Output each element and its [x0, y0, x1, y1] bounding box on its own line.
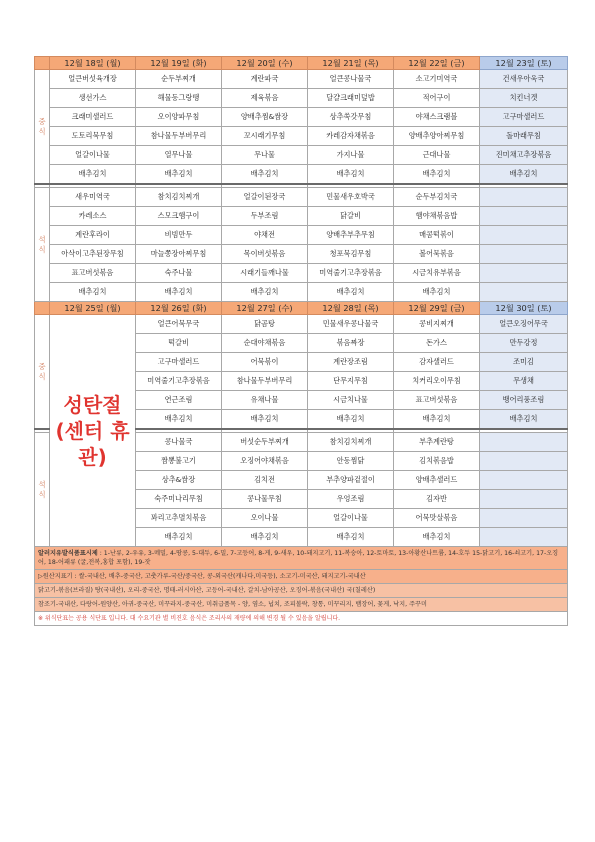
date-header: 12월 19일 (화)	[136, 57, 222, 70]
dinner-row	[35, 283, 568, 302]
menu-item: 숙주나물	[136, 264, 222, 283]
meal-label-char: 석	[38, 479, 46, 489]
menu-item: 우엉조림	[308, 490, 394, 509]
menu-item: 배추김치	[50, 165, 136, 185]
menu-item: 비빔만두	[136, 226, 222, 245]
menu-item	[480, 207, 568, 226]
date-header: 12월 23일 (토)	[480, 57, 568, 70]
header-corner	[35, 57, 50, 70]
menu-item: 계란파국	[222, 70, 308, 89]
menu-item: 배추김치	[50, 283, 136, 302]
menu-item: 콩나물국	[136, 433, 222, 452]
menu-item: 가지나물	[308, 146, 394, 165]
menu-item: 만두강정	[480, 334, 568, 353]
meal-label	[35, 315, 50, 430]
allergy-note-cell	[35, 547, 568, 570]
menu-item: 스모크햄구이	[136, 207, 222, 226]
menu-item: 배추김치	[222, 410, 308, 430]
menu-item: 소고기미역국	[394, 70, 480, 89]
menu-item: 참치김치찌개	[308, 433, 394, 452]
menu-item: 참나물두부버무리	[222, 372, 308, 391]
menu-item: 부추양파겉절이	[308, 471, 394, 490]
origin-note-1	[35, 570, 568, 584]
menu-item: 달걀크래미덮밥	[308, 89, 394, 108]
menu-item: 크래미샐러드	[50, 108, 136, 127]
menu-item: 순두부김치국	[394, 188, 480, 207]
menu-item: 건새우아욱국	[480, 70, 568, 89]
menu-item: 꽈리고추멸치볶음	[136, 509, 222, 528]
menu-item: 배추김치	[308, 283, 394, 302]
menu-item: 계란장조림	[308, 353, 394, 372]
menu-item: 김치볶음밥	[394, 452, 480, 471]
menu-item: 고구마샐러드	[480, 108, 568, 127]
menu-item: 김자반	[394, 490, 480, 509]
menu-item: 표고버섯볶음	[50, 264, 136, 283]
allergy-note	[35, 547, 568, 570]
allergy-title: 알러지유발식품표시제	[38, 550, 98, 557]
menu-item: 카레소스	[50, 207, 136, 226]
menu-item: 연근조림	[136, 391, 222, 410]
date-header: 12월 21일 (목)	[308, 57, 394, 70]
dinner-row	[35, 245, 568, 264]
menu-item: 닭곰탕	[222, 315, 308, 334]
menu-item: 두부조림	[222, 207, 308, 226]
menu-item: 야채전	[222, 226, 308, 245]
menu-item: 유채나물	[222, 391, 308, 410]
menu-item: 배추김치	[136, 283, 222, 302]
menu-item: 매콤떡볶이	[394, 226, 480, 245]
date-header: 12월 29일 (금)	[394, 302, 480, 315]
meal-label-char: 중	[38, 116, 46, 126]
menu-item: 배추김치	[222, 528, 308, 547]
menu-item: 배추김치	[308, 528, 394, 547]
menu-item	[480, 264, 568, 283]
empty-cell	[480, 471, 568, 490]
meal-label	[35, 188, 50, 302]
menu-item: 오징어야채볶음	[222, 452, 308, 471]
lunch-row	[35, 146, 568, 165]
meal-label-char: 식	[38, 489, 46, 499]
holiday-cell	[50, 315, 136, 547]
lunch-row	[35, 165, 568, 185]
menu-item: 무나물	[222, 146, 308, 165]
menu-item: 오이나물	[222, 509, 308, 528]
menu-item: 돌마래무침	[480, 127, 568, 146]
lunch-row	[35, 108, 568, 127]
menu-item	[480, 188, 568, 207]
menu-item: 얼큰어묵무국	[136, 315, 222, 334]
header-row-week2	[35, 302, 568, 315]
menu-item: 양배추샐러드	[394, 471, 480, 490]
menu-item: 순대야채볶음	[222, 334, 308, 353]
menu-item: 얼큰오징어무국	[480, 315, 568, 334]
menu-item: 참치김치찌개	[136, 188, 222, 207]
menu-item: 꼬시래기무침	[222, 127, 308, 146]
meal-label	[35, 70, 50, 185]
lunch-row	[35, 89, 568, 108]
meal-label-char: 석	[38, 234, 46, 244]
menu-item: 시금치유부볶음	[394, 264, 480, 283]
menu-item: 배추김치	[394, 410, 480, 430]
menu-item: 단무지무침	[308, 372, 394, 391]
menu-item: 시래기들깨나물	[222, 264, 308, 283]
date-header: 12월 18일 (월)	[50, 57, 136, 70]
menu-item: 배추김치	[394, 528, 480, 547]
menu-item: 얼갈이나물	[308, 509, 394, 528]
menu-item: 떡갈비	[136, 334, 222, 353]
menu-item: 볶음짜장	[308, 334, 394, 353]
menu-item: 시금치나물	[308, 391, 394, 410]
menu-item: 도토리묵무침	[50, 127, 136, 146]
menu-item: 조미김	[480, 353, 568, 372]
menu-item: 아삭이고추된장무침	[50, 245, 136, 264]
menu-item: 진미채고추장볶음	[480, 146, 568, 165]
menu-item: 부추계란탕	[394, 433, 480, 452]
origin-note-2-cell: 닭고기-볶음(브라질) 탕(국내산), 오리-중국산, 명태-러시아산, 고등어-국내산, 갈치-남아공산, 오징어-볶음(국내산) 국(칠레산)	[35, 584, 568, 598]
empty-cell	[480, 490, 568, 509]
menu-item: 민물새우호박국	[308, 188, 394, 207]
menu-item: 콩비지찌개	[394, 315, 480, 334]
menu-item: 돈가스	[394, 334, 480, 353]
menu-item: 어묵볶이	[222, 353, 308, 372]
menu-item: 청포묵김무침	[308, 245, 394, 264]
menu-item: 햄야채볶음밥	[394, 207, 480, 226]
dinner-row	[35, 226, 568, 245]
menu-item: 짬뽕불고기	[136, 452, 222, 471]
menu-item: 생선가스	[50, 89, 136, 108]
menu-item: 양배추부추무침	[308, 226, 394, 245]
menu-item: 배추김치	[136, 528, 222, 547]
menu-item: 목이버섯볶음	[222, 245, 308, 264]
menu-item: 배추김치	[480, 165, 568, 185]
menu-item: 새우미역국	[50, 188, 136, 207]
menu-item: 양배추찜&쌈장	[222, 108, 308, 127]
menu-item: 배추김치	[222, 165, 308, 185]
menu-item: 배추김치	[308, 165, 394, 185]
origin-note-3	[35, 598, 568, 612]
menu-item: 민물새우콩나물국	[308, 315, 394, 334]
meal-label-char: 식	[38, 126, 46, 136]
menu-item: 참나물두부버무리	[136, 127, 222, 146]
menu-item: 감자샐러드	[394, 353, 480, 372]
menu-item: 얼큰버섯육개장	[50, 70, 136, 89]
menu-item: 배추김치	[308, 410, 394, 430]
menu-item: 얼큰콩나물국	[308, 70, 394, 89]
menu-item: 순두부찌개	[136, 70, 222, 89]
lunch-row	[35, 315, 568, 334]
menu-item: 버섯순두부찌개	[222, 433, 308, 452]
empty-cell	[480, 509, 568, 528]
menu-item: 안동찜닭	[308, 452, 394, 471]
menu-item: 무생채	[480, 372, 568, 391]
meal-label-char: 식	[38, 371, 46, 381]
meal-label-char: 중	[38, 361, 46, 371]
menu-item: 배추김치	[222, 283, 308, 302]
meal-label-char: 식	[38, 244, 46, 254]
menu-item: 해물동그랑땡	[136, 89, 222, 108]
menu-item: 닭갈비	[308, 207, 394, 226]
menu-item: 고구마샐러드	[136, 353, 222, 372]
date-header: 12월 26일 (화)	[136, 302, 222, 315]
menu-item: 배추김치	[480, 410, 568, 430]
menu-item	[480, 245, 568, 264]
menu-item: 치커리오이무침	[394, 372, 480, 391]
menu-item: 상추쑥갓무침	[308, 108, 394, 127]
menu-item: 열무나물	[136, 146, 222, 165]
menu-item: 야채스크램블	[394, 108, 480, 127]
menu-item: 마늘쫑장아찌무침	[136, 245, 222, 264]
menu-item: 상추&쌈장	[136, 471, 222, 490]
meal-plan-table	[34, 56, 568, 626]
disclaimer-note	[35, 612, 568, 626]
menu-item: 배추김치	[394, 283, 480, 302]
date-header: 12월 22일 (금)	[394, 57, 480, 70]
menu-item: 미역줄기고추장볶음	[308, 264, 394, 283]
dinner-row	[35, 264, 568, 283]
dinner-row	[35, 188, 568, 207]
date-header: 12월 25일 (월)	[50, 302, 136, 315]
header-corner	[35, 302, 50, 315]
date-header: 12월 30일 (토)	[480, 302, 568, 315]
dinner-row	[35, 207, 568, 226]
menu-item: 양배추양아찌무침	[394, 127, 480, 146]
menu-item: 어묵맛살볶음	[394, 509, 480, 528]
menu-item: 미역줄기고추장볶음	[136, 372, 222, 391]
menu-item: 적어구이	[394, 89, 480, 108]
menu-item: 카레감자채볶음	[308, 127, 394, 146]
menu-item: 오이양파무침	[136, 108, 222, 127]
header-row-week1	[35, 57, 568, 70]
allergy-list: : 1-난류, 2-우유, 3-메밀, 4-땅콩, 5-대두, 6-밀, 7-고등어, 8-게, 9-새우, 10-돼지고기, 11-복숭아, 12-토마토, 13-아황산나트륨, 14-호두 15-닭고기, 16-쇠고기, 17-오징어, 18-어패류 (굴,전복,홍합 포함), 19-잣	[38, 550, 559, 566]
holiday-notice: 성탄절 (센터 휴관)	[55, 392, 130, 469]
menu-item: 배추김치	[136, 165, 222, 185]
menu-item: 얼갈이된장국	[222, 188, 308, 207]
menu-item: 배추김치	[394, 165, 480, 185]
empty-cell	[480, 528, 568, 547]
menu-item: 뱅어리풍조림	[480, 391, 568, 410]
lunch-row	[35, 70, 568, 89]
menu-item: 볼어묵볶음	[394, 245, 480, 264]
empty-cell	[480, 433, 568, 452]
date-header: 12월 20일 (수)	[222, 57, 308, 70]
menu-item: 김치전	[222, 471, 308, 490]
date-header: 12월 28일 (목)	[308, 302, 394, 315]
menu-item: 치킨너겟	[480, 89, 568, 108]
menu-item: 콩나물무침	[222, 490, 308, 509]
date-header: 12월 27일 (수)	[222, 302, 308, 315]
menu-item	[480, 226, 568, 245]
lunch-row	[35, 127, 568, 146]
meal-label	[35, 433, 50, 547]
origin-note-3-cell: 참조기-국내산, 다랑어-원양산, 아귀-중국산, 미꾸라지-중국산, 미취급품목 - 양, 염소, 넙치, 조피볼락, 창통, 미꾸리지, 뱀장어, 꽃게, 낙지, 주꾸미	[35, 598, 568, 612]
disclaimer-note-cell: ※ 위식단표는 공용 식단표 입니다. 대 수요기관 별 비진호 음식은 조리사의 재량에 의해 변경 될 수 있음을 알립니다.	[35, 612, 568, 626]
menu-item	[480, 283, 568, 302]
empty-cell	[480, 452, 568, 471]
origin-note-2	[35, 584, 568, 598]
menu-item: 계란후라이	[50, 226, 136, 245]
origin-note-1-cell: ▷원산지표기 : 쌀-국내산, 배추-중국산, 고춧가루-국산/중국산, 콩-외국산(캐나다,미국등), 소고기-미국산, 돼지고기-국내산	[35, 570, 568, 584]
menu-item: 표고버섯볶음	[394, 391, 480, 410]
menu-item: 근대나물	[394, 146, 480, 165]
menu-item: 얼갈이나물	[50, 146, 136, 165]
menu-item: 배추김치	[136, 410, 222, 430]
menu-item: 숙주미나리무침	[136, 490, 222, 509]
menu-item: 제육볶음	[222, 89, 308, 108]
